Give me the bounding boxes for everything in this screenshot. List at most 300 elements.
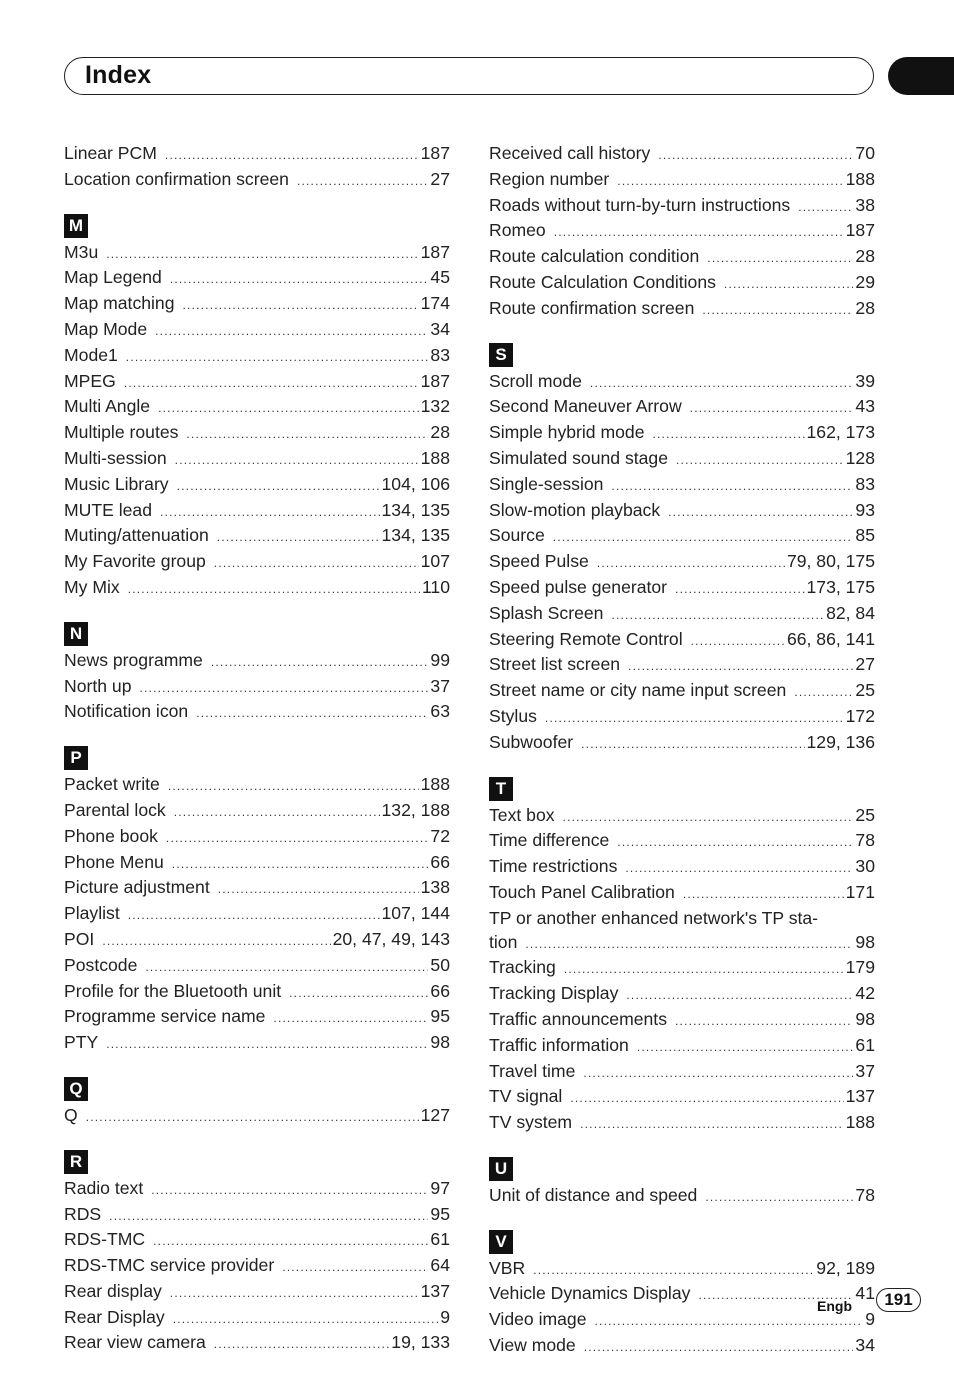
section-letter: U <box>489 1157 513 1181</box>
index-section <box>64 1147 450 1358</box>
entry-page-numbers: 104, 106 <box>381 473 450 494</box>
index-entry <box>489 395 875 421</box>
index-section <box>489 774 875 1137</box>
entry-term: Playlist <box>64 903 120 924</box>
index-entry <box>489 550 875 576</box>
index-entry <box>64 1306 450 1332</box>
entry-term: Time difference <box>489 830 610 851</box>
dot-leader <box>611 475 853 499</box>
entry-term: POI <box>64 928 95 949</box>
section-letter: R <box>64 1150 88 1174</box>
entry-term: My Favorite group <box>64 551 206 572</box>
index-entry <box>489 1085 875 1111</box>
index-entry <box>64 825 450 851</box>
entry-page-numbers: 28 <box>430 422 450 443</box>
entry-term: Simulated sound stage <box>489 447 668 468</box>
entry-page-numbers: 29 <box>855 271 875 292</box>
entry-page-numbers: 50 <box>430 954 450 975</box>
dot-leader <box>214 1333 390 1357</box>
entry-term: Speed Pulse <box>489 551 589 572</box>
dot-leader <box>676 449 844 473</box>
dot-leader <box>153 1230 428 1254</box>
entry-term: Region number <box>489 168 610 189</box>
entry-term: Route calculation condition <box>489 246 700 267</box>
entry-page-numbers: 187 <box>420 370 450 391</box>
entry-term: Route confirmation screen <box>489 297 695 318</box>
dot-leader <box>289 982 428 1006</box>
entry-page-numbers: 174 <box>420 293 450 314</box>
entry-term: Subwoofer <box>489 731 574 752</box>
dot-leader <box>151 1179 428 1203</box>
index-section <box>489 142 875 323</box>
entry-page-numbers: 132, 188 <box>381 799 450 820</box>
dot-leader <box>214 552 419 576</box>
index-entry <box>64 421 450 447</box>
entry-term: Text box <box>489 804 555 825</box>
entry-page-numbers: 30 <box>855 856 875 877</box>
entry-page-numbers: 187 <box>420 241 450 262</box>
dot-leader <box>160 501 380 525</box>
entry-term: Map Legend <box>64 267 162 288</box>
entry-term: Romeo <box>489 220 546 241</box>
index-entry <box>489 370 875 396</box>
dot-leader <box>570 1087 843 1111</box>
entry-term: Street name or city name input screen <box>489 680 787 701</box>
entry-page-numbers: 41 <box>855 1283 875 1304</box>
index-entry <box>489 653 875 679</box>
dot-leader <box>581 733 804 757</box>
index-entry <box>489 1257 875 1283</box>
index-section <box>64 1074 450 1130</box>
dot-leader <box>183 294 419 318</box>
entry-term: Route Calculation Conditions <box>489 271 716 292</box>
entry-page-numbers: 134, 135 <box>381 499 450 520</box>
entry-page-numbers: 93 <box>855 499 875 520</box>
entry-term: Second Maneuver Arrow <box>489 396 682 417</box>
entry-term: Stylus <box>489 705 537 726</box>
entry-page-numbers: 107, 144 <box>381 903 450 924</box>
entry-page-numbers: 39 <box>855 370 875 391</box>
index-entry <box>64 241 450 267</box>
index-entry <box>64 447 450 473</box>
entry-page-numbers: 92, 189 <box>816 1257 875 1278</box>
entry-page-numbers: 171 <box>845 881 875 902</box>
dot-leader <box>145 956 428 980</box>
dot-leader <box>652 423 804 447</box>
entry-page-numbers: 28 <box>855 246 875 267</box>
entry-page-numbers: 179 <box>845 957 875 978</box>
index-entry <box>64 851 450 877</box>
index-entry <box>64 954 450 980</box>
index-entry <box>64 524 450 550</box>
index-entry <box>489 705 875 731</box>
entry-term: Tracking Display <box>489 983 619 1004</box>
dot-leader <box>282 1256 428 1280</box>
entry-term: Picture adjustment <box>64 877 210 898</box>
entry-page-numbers: 137 <box>420 1280 450 1301</box>
index-section <box>64 211 450 602</box>
index-entry <box>64 1280 450 1306</box>
entry-page-numbers: 19, 133 <box>391 1332 450 1353</box>
entry-term: Phone Menu <box>64 851 164 872</box>
index-entry <box>489 499 875 525</box>
entry-term: Speed pulse generator <box>489 576 668 597</box>
dot-leader <box>139 677 428 701</box>
index-entry <box>64 266 450 292</box>
dot-leader <box>668 501 853 525</box>
dot-leader <box>128 904 380 928</box>
entry-term: Vehicle Dynamics Display <box>489 1283 691 1304</box>
dot-leader <box>690 397 854 421</box>
entry-page-numbers: 78 <box>855 830 875 851</box>
entry-page-numbers: 78 <box>855 1184 875 1205</box>
entry-term: Touch Panel Calibration <box>489 881 675 902</box>
entry-term: Traffic information <box>489 1034 629 1055</box>
entry-page-numbers: 188 <box>845 1112 875 1133</box>
dot-leader <box>617 170 843 194</box>
entry-page-numbers: 127 <box>420 1104 450 1125</box>
dot-leader <box>196 702 428 726</box>
index-entry <box>489 931 875 957</box>
entry-term: Location confirmation screen <box>64 168 289 189</box>
index-entry <box>489 1111 875 1137</box>
index-entry <box>489 271 875 297</box>
entry-term: Music Library <box>64 473 169 494</box>
entry-page-numbers: 43 <box>855 396 875 417</box>
dot-leader <box>172 853 429 877</box>
dot-leader <box>597 552 785 576</box>
index-entry <box>64 1203 450 1229</box>
entry-page-numbers: 129, 136 <box>806 731 875 752</box>
dot-leader <box>580 1113 844 1137</box>
index-entry <box>489 628 875 654</box>
dot-leader <box>175 449 419 473</box>
dot-leader <box>702 299 853 323</box>
entry-page-numbers: 63 <box>430 701 450 722</box>
index-entry <box>489 524 875 550</box>
entry-term: My Mix <box>64 576 120 597</box>
index-entry <box>64 773 450 799</box>
entry-term: Rear display <box>64 1280 162 1301</box>
entry-term: Received call history <box>489 143 651 163</box>
entry-page-numbers: 34 <box>855 1335 875 1356</box>
entry-term: Muting/attenuation <box>64 525 209 546</box>
dot-leader <box>186 423 428 447</box>
dot-leader <box>86 1106 419 1130</box>
index-entry <box>489 804 875 830</box>
entry-page-numbers: 187 <box>420 143 450 163</box>
entry-term: Notification icon <box>64 701 189 722</box>
index-entry <box>64 799 450 825</box>
index-section <box>64 619 450 726</box>
entry-page-numbers: 137 <box>845 1086 875 1107</box>
entry-page-numbers: 83 <box>430 344 450 365</box>
dot-leader <box>794 681 853 705</box>
dot-leader <box>525 933 853 957</box>
entry-term: North up <box>64 675 132 696</box>
language-code: Engb <box>817 1298 852 1314</box>
left-index-column <box>64 142 450 1374</box>
index-entry <box>489 829 875 855</box>
dot-leader <box>273 1007 428 1031</box>
entry-term: RDS-TMC service provider <box>64 1255 275 1276</box>
entry-page-numbers: 98 <box>430 1032 450 1053</box>
index-entry <box>489 421 875 447</box>
entry-term: Packet write <box>64 774 160 795</box>
entry-page-numbers: 37 <box>855 1060 875 1081</box>
entry-page-numbers: 25 <box>855 680 875 701</box>
index-title-box <box>64 57 874 95</box>
index-entry <box>64 1177 450 1203</box>
entry-term: Time restrictions <box>489 856 618 877</box>
index-entry <box>489 245 875 271</box>
entry-term: Profile for the Bluetooth unit <box>64 980 282 1001</box>
entry-term: MPEG <box>64 370 116 391</box>
dot-leader <box>109 1205 428 1229</box>
index-entry <box>489 297 875 323</box>
entry-page-numbers: 188 <box>845 168 875 189</box>
index-entry <box>64 675 450 701</box>
entry-term: Splash Screen <box>489 602 604 623</box>
index-entry <box>64 168 450 194</box>
index-entry <box>64 649 450 675</box>
index-section <box>489 1154 875 1210</box>
dot-leader <box>218 878 419 902</box>
dot-leader <box>126 346 429 370</box>
entry-term: TP or another enhanced network's TP sta- <box>489 907 819 928</box>
entry-page-numbers: 188 <box>420 774 450 795</box>
dot-leader <box>174 801 380 825</box>
section-tab-marker <box>888 57 954 95</box>
dot-leader <box>297 170 428 194</box>
entry-term: Street list screen <box>489 654 621 675</box>
entry-page-numbers: 66 <box>430 980 450 1001</box>
entry-term: RDS <box>64 1203 102 1224</box>
section-letter: M <box>64 214 88 238</box>
entry-term: TV system <box>489 1112 573 1133</box>
index-entry <box>489 1034 875 1060</box>
dot-leader <box>625 857 853 881</box>
entry-term: MUTE lead <box>64 499 152 520</box>
entry-term: PTY <box>64 1032 99 1053</box>
dot-leader <box>675 1010 853 1034</box>
section-letter: V <box>489 1230 513 1254</box>
index-entry <box>489 447 875 473</box>
index-entry <box>64 902 450 928</box>
entry-page-numbers: 138 <box>420 877 450 898</box>
dot-leader <box>102 930 330 954</box>
entry-term: Travel time <box>489 1060 576 1081</box>
dot-leader <box>611 604 824 628</box>
entry-page-numbers: 27 <box>430 168 450 189</box>
entry-page-numbers: 83 <box>855 473 875 494</box>
entry-term: tion <box>489 931 518 952</box>
entry-page-numbers: 20, 47, 49, 143 <box>332 928 450 949</box>
dot-leader <box>675 578 804 602</box>
entry-term: Postcode <box>64 954 138 975</box>
entry-page-numbers: 61 <box>855 1034 875 1055</box>
entry-term: Video image <box>489 1309 587 1330</box>
dot-leader <box>170 1282 419 1306</box>
index-entry <box>64 370 450 396</box>
entry-term: Rear Display <box>64 1306 165 1327</box>
entry-term: Map matching <box>64 293 175 314</box>
entry-page-numbers: 98 <box>855 1008 875 1029</box>
dot-leader <box>170 268 429 292</box>
index-entry <box>64 928 450 954</box>
entry-page-numbers: 9 <box>865 1309 875 1330</box>
entry-page-numbers: 98 <box>855 931 875 952</box>
dot-leader <box>128 578 420 602</box>
entry-term: Multi-session <box>64 447 167 468</box>
index-entry <box>489 576 875 602</box>
section-letter: Q <box>64 1077 88 1101</box>
dot-leader <box>155 320 428 344</box>
index-entry <box>489 1334 875 1360</box>
entry-term: M3u <box>64 241 99 262</box>
index-entry <box>489 194 875 220</box>
index-section <box>64 142 450 194</box>
dot-leader <box>553 526 854 550</box>
dot-leader <box>626 984 853 1008</box>
index-entry <box>64 499 450 525</box>
entry-page-numbers: 134, 135 <box>381 525 450 546</box>
entry-page-numbers: 128 <box>845 447 875 468</box>
index-entry <box>489 219 875 245</box>
index-entry <box>64 1228 450 1254</box>
dot-leader <box>691 630 785 654</box>
index-entry <box>489 907 875 931</box>
index-entry <box>489 602 875 628</box>
dot-leader <box>173 1308 438 1332</box>
dot-leader <box>106 1033 428 1057</box>
section-letter: S <box>489 343 513 367</box>
entry-page-numbers: 34 <box>430 318 450 339</box>
dot-leader <box>584 1336 854 1360</box>
entry-page-numbers: 28 <box>855 297 875 318</box>
dot-leader <box>637 1036 854 1060</box>
index-entry <box>64 142 450 168</box>
entry-term: Rear view camera <box>64 1332 206 1353</box>
dot-leader <box>683 883 844 907</box>
entry-page-numbers: 25 <box>855 804 875 825</box>
index-entry <box>64 292 450 318</box>
dot-leader <box>533 1259 814 1283</box>
entry-page-numbers: 97 <box>430 1177 450 1198</box>
index-entry <box>489 168 875 194</box>
index-entry <box>489 679 875 705</box>
entry-term: Scroll mode <box>489 370 582 391</box>
dot-leader <box>217 526 380 550</box>
entry-term: Unit of distance and speed <box>489 1184 698 1205</box>
index-section <box>489 1227 875 1360</box>
entry-page-numbers: 132 <box>420 396 450 417</box>
index-entry <box>64 1254 450 1280</box>
entry-term: VBR <box>489 1257 526 1278</box>
index-entry <box>489 1060 875 1086</box>
section-letter: N <box>64 622 88 646</box>
dot-leader <box>724 273 854 297</box>
entry-term: Multiple routes <box>64 422 179 443</box>
index-entry <box>489 473 875 499</box>
dot-leader <box>168 775 419 799</box>
entry-page-numbers: 188 <box>420 447 450 468</box>
dot-leader <box>165 144 419 168</box>
dot-leader <box>798 196 853 220</box>
entry-term: Roads without turn-by-turn instructions <box>489 194 791 215</box>
entry-term: Linear PCM <box>64 143 157 163</box>
entry-page-numbers: 45 <box>430 267 450 288</box>
dot-leader <box>124 372 419 396</box>
entry-term: Steering Remote Control <box>489 628 683 649</box>
index-entry <box>64 576 450 602</box>
index-section <box>64 743 450 1057</box>
entry-term: Map Mode <box>64 318 148 339</box>
dot-leader <box>177 475 380 499</box>
dot-leader <box>545 707 844 731</box>
index-entry <box>489 1184 875 1210</box>
index-entry <box>64 318 450 344</box>
entry-page-numbers: 9 <box>440 1306 450 1327</box>
entry-term: Source <box>489 525 545 546</box>
entry-term: Slow-motion playback <box>489 499 661 520</box>
entry-page-numbers: 66, 86, 141 <box>786 628 875 649</box>
index-entry <box>64 876 450 902</box>
index-entry <box>64 550 450 576</box>
right-index-column <box>489 142 875 1377</box>
index-entry <box>64 700 450 726</box>
entry-page-numbers: 110 <box>421 576 450 597</box>
entry-page-numbers: 72 <box>430 825 450 846</box>
dot-leader <box>705 1186 853 1210</box>
entry-page-numbers: 37 <box>430 675 450 696</box>
index-entry <box>64 1104 450 1130</box>
index-entry <box>64 395 450 421</box>
dot-leader <box>617 831 853 855</box>
entry-page-numbers: 162, 173 <box>806 422 875 443</box>
entry-page-numbers: 38 <box>855 194 875 215</box>
entry-term: Mode1 <box>64 344 118 365</box>
entry-page-numbers: 107 <box>420 551 450 572</box>
entry-page-numbers: 70 <box>855 143 875 163</box>
index-entry <box>489 881 875 907</box>
dot-leader <box>628 655 853 679</box>
section-letter: P <box>64 746 88 770</box>
index-entry <box>489 982 875 1008</box>
dot-leader <box>106 243 418 267</box>
entry-page-numbers: 95 <box>430 1006 450 1027</box>
index-entry <box>489 142 875 168</box>
index-section <box>489 340 875 757</box>
index-entry <box>64 1331 450 1357</box>
page-title: Index <box>85 61 152 89</box>
entry-term: Programme service name <box>64 1006 266 1027</box>
entry-term: News programme <box>64 649 203 670</box>
entry-term: Traffic announcements <box>489 1008 667 1029</box>
index-entry <box>64 1005 450 1031</box>
dot-leader <box>563 806 854 830</box>
entry-term: RDS-TMC <box>64 1229 146 1250</box>
entry-page-numbers: 79, 80, 175 <box>786 551 875 572</box>
index-entry <box>64 980 450 1006</box>
entry-term: Tracking <box>489 957 556 978</box>
dot-leader <box>658 144 853 168</box>
entry-page-numbers: 99 <box>430 649 450 670</box>
entry-term: Radio text <box>64 1177 144 1198</box>
dot-leader <box>158 397 419 421</box>
dot-leader <box>554 221 844 245</box>
entry-term: Phone book <box>64 825 158 846</box>
